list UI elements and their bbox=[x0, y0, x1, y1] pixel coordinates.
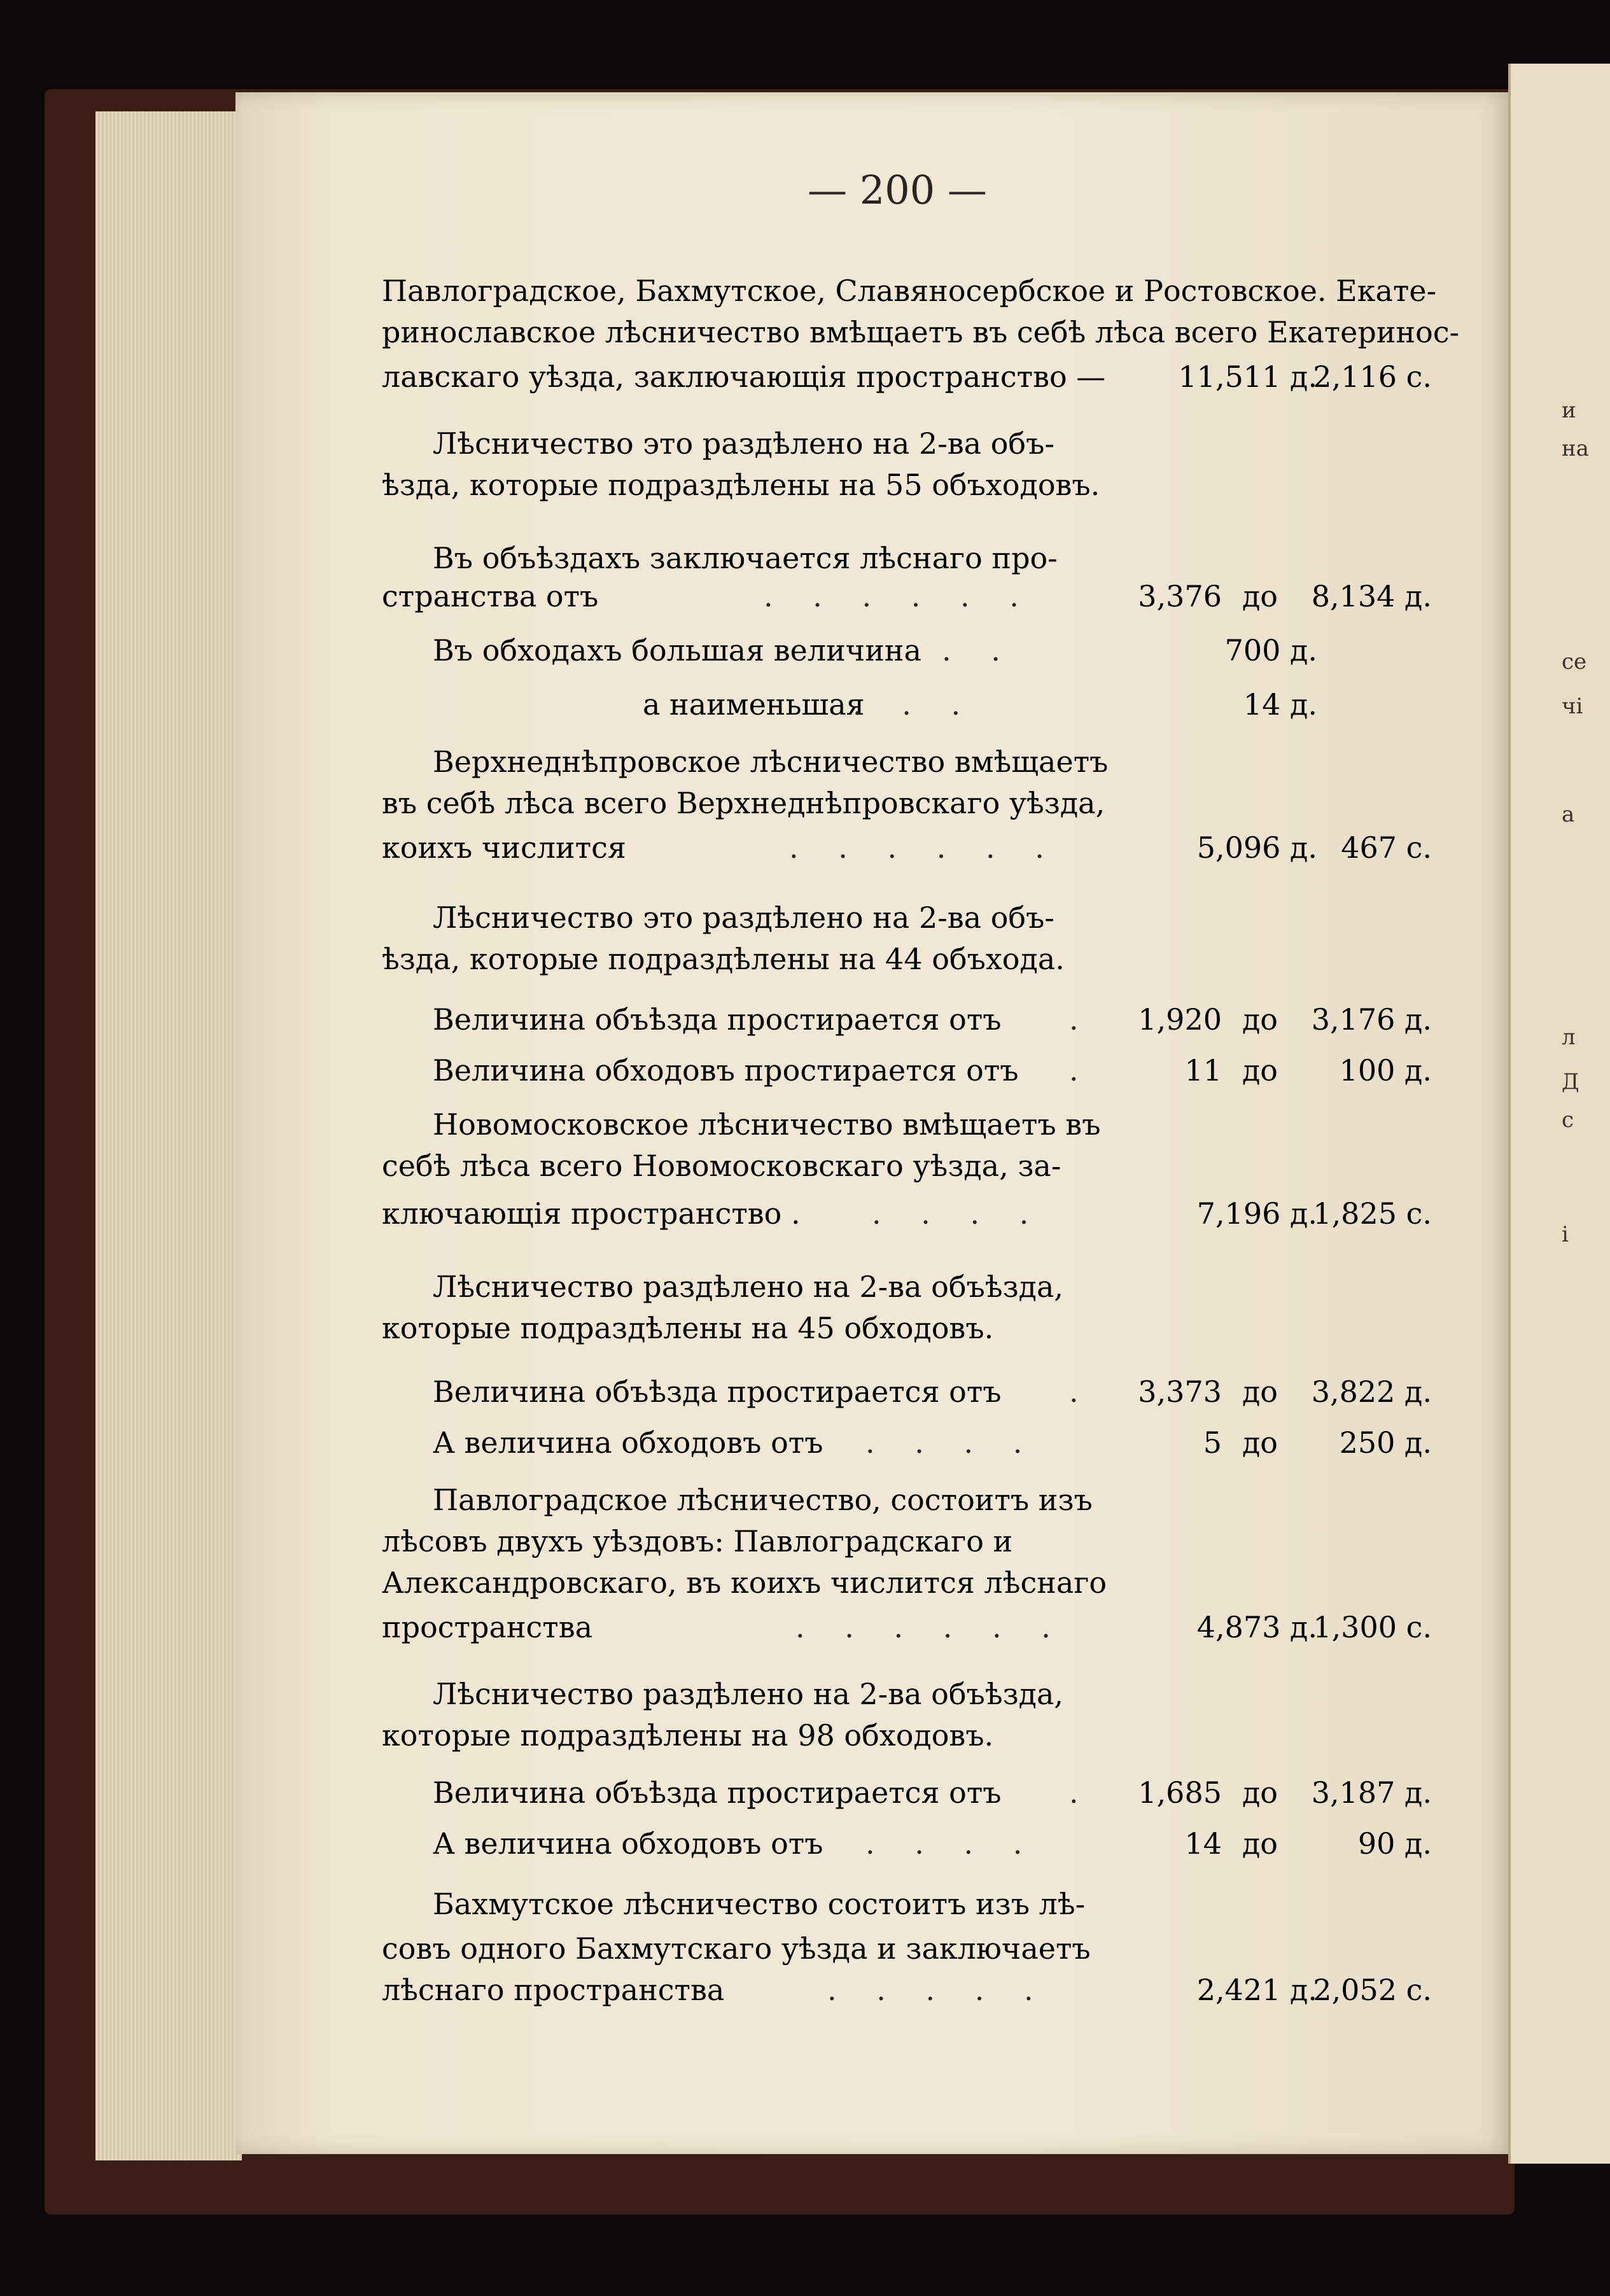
text-line bbox=[382, 1607, 1432, 1648]
leader-dots: . . . . . bbox=[827, 1973, 1033, 2007]
range-word: до bbox=[1242, 1775, 1278, 1810]
leader-dots: . . . . bbox=[865, 1826, 1023, 1861]
value-primary: 1,685 bbox=[1138, 1775, 1222, 1810]
value-desiatins: 11,511 д. bbox=[1178, 360, 1317, 394]
line-text: въ себѣ лѣса всего Верхнеднѣпровскаго уѣзда, bbox=[382, 786, 1105, 820]
leader-dots: . . . . . . bbox=[764, 579, 1019, 613]
line-text: Въ объѣздахъ заключается лѣснаго про- bbox=[433, 541, 1058, 575]
text-line bbox=[382, 1970, 1432, 2010]
value-primary: 14 bbox=[1184, 1826, 1222, 1861]
next-page-fragment: а bbox=[1562, 802, 1575, 827]
value-secondary: 1,300 с. bbox=[1313, 1610, 1432, 1644]
next-page-fragment: чі bbox=[1562, 694, 1583, 719]
text-line bbox=[382, 684, 1425, 725]
value-secondary: 2,052 с. bbox=[1313, 1973, 1432, 2007]
text-line bbox=[382, 1715, 1425, 1756]
value-primary: 3,373 bbox=[1138, 1375, 1222, 1409]
text-line bbox=[382, 1422, 1432, 1463]
text-line bbox=[382, 1104, 1425, 1145]
text-line bbox=[382, 1145, 1425, 1186]
text-line bbox=[382, 1480, 1425, 1520]
value-secondary: 467 с. bbox=[1341, 830, 1432, 865]
text-line bbox=[382, 1050, 1432, 1091]
text-line bbox=[382, 1371, 1432, 1412]
line-text: ѣзда, которые подраздѣлены на 55 объходовъ. bbox=[382, 468, 1100, 502]
next-page-fragment: і bbox=[1562, 1222, 1569, 1247]
value-secondary: 3,187 д. bbox=[1311, 1775, 1432, 1810]
line-text: ключающія пространство . bbox=[382, 1196, 801, 1231]
text-line bbox=[382, 1266, 1425, 1307]
text-line bbox=[382, 1308, 1425, 1348]
line-text: которые подраздѣлены на 98 обходовъ. bbox=[382, 1718, 994, 1753]
leader-dots: . . . bbox=[853, 687, 961, 722]
line-text: ѣзда, которые подраздѣлены на 44 объхода. bbox=[382, 942, 1065, 976]
line-text: Павлоградское лѣсничество, состоитъ изъ bbox=[433, 1483, 1093, 1517]
line-text: А величина обходовъ отъ bbox=[433, 1826, 823, 1861]
value-secondary: 1,825 с. bbox=[1313, 1196, 1432, 1231]
line-text: а наименьшая bbox=[643, 687, 865, 722]
text-line bbox=[382, 356, 1432, 397]
line-text: Величина объѣзда простирается отъ bbox=[433, 1002, 1002, 1037]
line-text: Лѣсничество это раздѣлено на 2-ва объ- bbox=[433, 426, 1054, 461]
text-line bbox=[382, 1823, 1432, 1864]
line-text: Величина объѣзда простирается отъ bbox=[433, 1375, 1002, 1409]
line-text: совъ одного Бахмутскаго уѣзда и заключаетъ bbox=[382, 1931, 1091, 1966]
value-primary: 1,920 bbox=[1138, 1002, 1222, 1037]
value-primary: 7,196 д. bbox=[1196, 1196, 1317, 1231]
value-secondary: 3,176 д. bbox=[1311, 1002, 1432, 1037]
text-line bbox=[382, 1521, 1425, 1562]
line-text: странства отъ bbox=[382, 579, 599, 613]
leader-dots: . . . . . . bbox=[789, 830, 1044, 865]
line-text: Бахмутское лѣсничество состоитъ изъ лѣ- bbox=[433, 1887, 1086, 1921]
line-text: Новомосковское лѣсничество вмѣщаетъ въ bbox=[433, 1107, 1101, 1142]
leader-dots: . . . . bbox=[865, 1425, 1023, 1460]
line-text: Александровскаго, въ коихъ числится лѣснаго bbox=[382, 1565, 1107, 1600]
line-text: Лѣсничество раздѣлено на 2-ва объѣзда, bbox=[433, 1270, 1064, 1304]
value-secondary: 8,134 д. bbox=[1311, 579, 1432, 613]
line-text: Верхнеднѣпровское лѣсничество вмѣщаетъ bbox=[433, 745, 1109, 779]
text-line bbox=[382, 783, 1425, 823]
range-word: до bbox=[1242, 1375, 1278, 1409]
next-page-fragment: Д bbox=[1562, 1069, 1579, 1095]
next-page-fragment: л bbox=[1562, 1025, 1576, 1050]
text-line bbox=[382, 630, 1425, 671]
value-primary: 2,421 д. bbox=[1196, 1973, 1317, 2007]
value-secondary: 100 д. bbox=[1339, 1053, 1432, 1088]
page-number: — 200 — bbox=[808, 167, 987, 213]
leader-dots: . bbox=[1069, 1375, 1079, 1409]
text-line bbox=[382, 939, 1425, 979]
line-text: Величина обходовъ простирается отъ bbox=[433, 1053, 1019, 1088]
range-word: до bbox=[1242, 1053, 1278, 1088]
line-text: Лѣсничество раздѣлено на 2-ва объѣзда, bbox=[433, 1677, 1064, 1711]
line-text: коихъ числится bbox=[382, 830, 626, 865]
line-text: которые подраздѣлены на 45 обходовъ. bbox=[382, 1311, 994, 1345]
next-page-fragment: с bbox=[1562, 1107, 1574, 1133]
leader-dots: . bbox=[1069, 1053, 1079, 1088]
value-primary: 700 д. bbox=[1224, 633, 1317, 668]
value-primary: 5 bbox=[1203, 1425, 1222, 1460]
value-primary: 5,096 д. bbox=[1196, 830, 1317, 865]
line-text: Павлоградское, Бахмутское, Славяносербское и Ростовское. Екате- bbox=[382, 274, 1437, 308]
text-line bbox=[382, 312, 1460, 353]
line-text: себѣ лѣса всего Новомосковскаго уѣзда, за- bbox=[382, 1149, 1061, 1183]
text-line bbox=[382, 1193, 1432, 1234]
line-text: ринославское лѣсничество вмѣщаетъ въ себѣ лѣса всего Екатеринос- bbox=[382, 315, 1460, 349]
line-text: А величина обходовъ отъ bbox=[433, 1425, 823, 1460]
text-line bbox=[382, 1674, 1425, 1714]
next-page-edge bbox=[1508, 64, 1610, 2164]
line-text: лѣснаго пространства bbox=[382, 1973, 725, 2007]
range-word: до bbox=[1242, 579, 1278, 613]
value-secondary: 90 д. bbox=[1357, 1826, 1432, 1861]
line-text: пространства bbox=[382, 1610, 593, 1644]
next-page-fragment: се bbox=[1562, 649, 1587, 675]
range-word: до bbox=[1242, 1425, 1278, 1460]
text-line bbox=[382, 1884, 1425, 1924]
page-edges bbox=[95, 111, 242, 2160]
value-primary: 3,376 bbox=[1138, 579, 1222, 613]
line-text: лѣсовъ двухъ уѣздовъ: Павлоградскаго и bbox=[382, 1524, 1013, 1558]
value-sazhens: 2,116 с. bbox=[1313, 360, 1432, 394]
line-text: лавскаго уѣзда, заключающія пространство — bbox=[382, 360, 1106, 394]
text-line bbox=[382, 1928, 1425, 1969]
text-line bbox=[382, 538, 1425, 578]
range-word: до bbox=[1242, 1002, 1278, 1037]
line-text: Лѣсничество это раздѣлено на 2-ва объ- bbox=[433, 900, 1054, 935]
text-line bbox=[382, 576, 1432, 617]
text-line bbox=[382, 465, 1425, 505]
value-secondary: 3,822 д. bbox=[1311, 1375, 1432, 1409]
leader-dots: . . . . bbox=[872, 1196, 1029, 1231]
value-primary: 14 д. bbox=[1243, 687, 1317, 722]
text-line bbox=[382, 423, 1425, 464]
text-line bbox=[382, 741, 1425, 782]
text-line bbox=[382, 1562, 1425, 1603]
leader-dots: . . bbox=[942, 633, 1000, 668]
value-primary: 11 bbox=[1184, 1053, 1222, 1088]
text-line bbox=[382, 827, 1432, 868]
text-line bbox=[382, 270, 1437, 311]
text-line bbox=[382, 999, 1432, 1040]
leader-dots: . bbox=[1069, 1775, 1079, 1810]
line-text: Величина объѣзда простирается отъ bbox=[433, 1775, 1002, 1810]
value-primary: 4,873 д. bbox=[1196, 1610, 1317, 1644]
line-text: Въ обходахъ большая величина bbox=[433, 633, 921, 668]
range-word: до bbox=[1242, 1826, 1278, 1861]
text-line bbox=[382, 897, 1425, 938]
next-page-fragment: на bbox=[1562, 436, 1589, 461]
text-line bbox=[382, 1772, 1432, 1813]
value-secondary: 250 д. bbox=[1339, 1425, 1432, 1460]
leader-dots: . bbox=[1069, 1002, 1079, 1037]
leader-dots: . . . . . . bbox=[795, 1610, 1051, 1644]
next-page-fragment: и bbox=[1562, 398, 1576, 423]
